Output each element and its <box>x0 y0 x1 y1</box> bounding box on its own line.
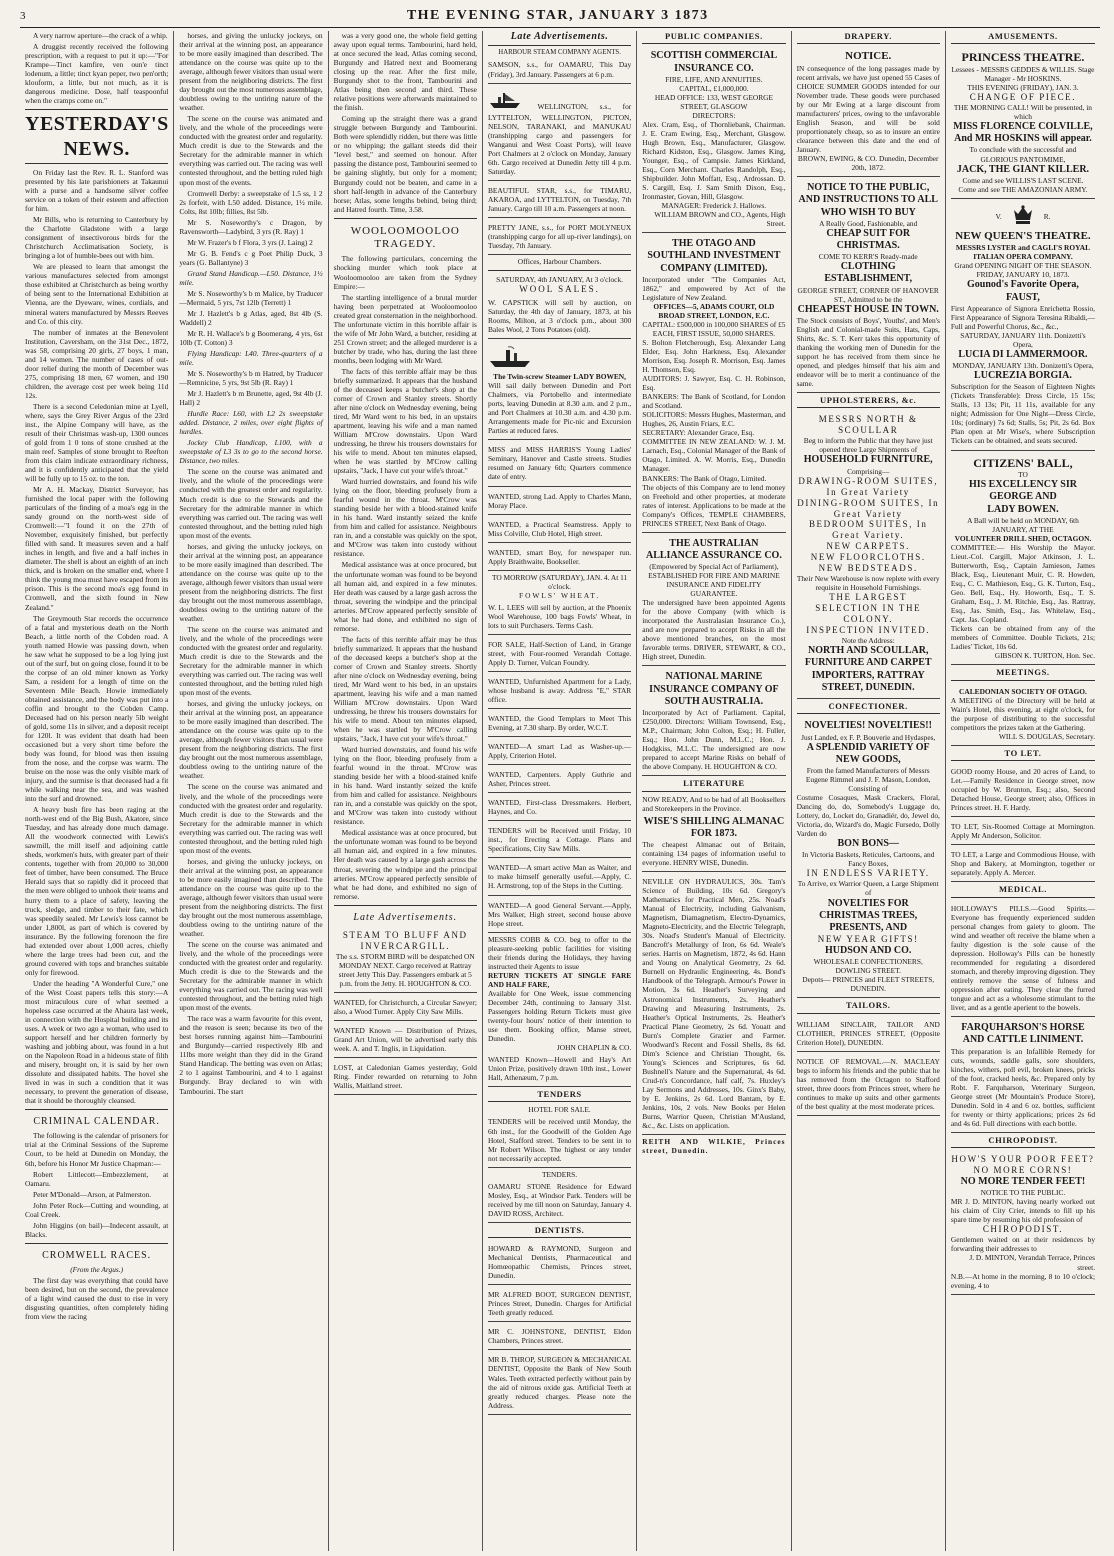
dentist-ad: HOWARD & RAYMOND, Surgeon and Mechanical Dentists, Pharmaceutical and Homœopathic Chemists, Princes street, Dunedin. <box>488 1241 631 1285</box>
section-heading: TAILORS. <box>797 1000 940 1013</box>
steamer-ad <box>488 341 631 440</box>
column-6 <box>792 31 946 1551</box>
ad-body: This preparation is an Infallible Remedy for cuts, wounds, saddle galls, sore shoulders, kinches, withers, poll evil, broken knees, pricks of the foot, cracked heels, &c. Prepared only by Robt. F. Farquharson, Veterinary Surgeon, George street (Mr Mountain's Produce Store), Dunedin. Sold in 4 and 6 oz. bottles, sufficient for twenty or thirty applications; prices 2s 6d and 4s 6d. Full directions with each bottle. <box>950 1046 1096 1128</box>
ad-item: BEDROOM SUITES, In Great Variety. <box>808 519 928 541</box>
tender-ad: TENDERS will be received until Monday, the 6th inst., for the Goodwill of the Golden Age Hotel, Stafford street. Tenders to be sent in to Mr Robert Wilson. The highest or any tender not necessarily accepted. <box>488 1114 631 1167</box>
investment-ad <box>642 235 785 532</box>
section-heading: CROMWELL RACES. <box>42 1249 152 1261</box>
ad-heading: NEW QUEEN'S THEATRE. <box>955 229 1091 242</box>
divider <box>334 905 477 906</box>
ad-heading: A SPLENDID VARIETY OF NEW GOODS, <box>806 741 930 765</box>
news-item: The Greymouth Star records the occurrence of a fatal and mysterious death on the North Beach, a little north of the Cobden road. A youth named Howie was passing down, when he saw what he supposed to be a log lying just out of the surf, but on going close, found it to be the corpse of an old miner known as Yorky Sam, a resident for a length of time on the Seventeen Mile Beach. Howie immediately obtained assistance, and the body was put into a coffin and brought to the Cobden Camp. Deceased had on his person nearly 5lb weight of gold, some 11s in silver, and a deposit receipt for 120l. It was evident that death had been occasioned but a very short time before the body was found, for blood was then issuing from the nose, and the corpse was warm. The bruise on the nose was the only visible mark of injury, and the surmise is that deceased had a fit while walking near the sea, and was washed into the surf and drowned. <box>25 613 169 804</box>
ad-signature: J. D. MINTON, Verandah Terrace, Princes street. <box>969 1253 1096 1272</box>
masthead <box>20 8 1100 28</box>
dentist-ad: MR B. THROP, SURGEON & MECHANICAL DENTIST, Opposite the Bank of New South Wales. Teeth extracted perfectly without pain by the aid of nitrous oxide gas. Artificial Teeth at greatly reduced charges. Please note the Address. <box>488 1352 631 1414</box>
classified-ad: WANTED Known — Distribution of Prizes, Grand Art Union, will be advertised early this week. A. and T. Inglis, in Liquidation. <box>334 1023 477 1058</box>
ad-body: A Really Good, Fashionable, and <box>819 218 918 228</box>
ad-heading: CHIROPODIST. <box>982 1224 1064 1235</box>
ad-date: MONDAY, JANUARY 13th. Donizetti's Opera, <box>952 361 1094 371</box>
ad-manager: MANAGER: Frederick J. Hallows. <box>661 201 767 211</box>
ad-item: NEW BEDSTEADS. <box>818 563 918 574</box>
removal-notice: NOTICE OF REMOVAL.—N. MACLEAY begs to inform his friends and the public that he has removed from the Octagon to Stafford street, three doors from Princes street, where he continues to make up suits and other garments of the best quality at the most moderate prices. <box>797 1054 940 1116</box>
ad-heading: Gounod's Favorite Opera, FAUST, <box>966 279 1079 303</box>
ad-heading: NOTICE. <box>845 50 892 63</box>
section-heading: UPHOLSTERERS, &c. <box>797 395 940 408</box>
ad-heading: RETURN TICKETS AT SINGLE FARE AND HALF FARE, <box>487 970 632 989</box>
article-paragraph: was a very good one, the whole field getting away upon equal terms. Tambourini, hard held, at once secured the lead, Atlas coming second, Burgundy and Hatred next and Boomerang closing up the rear. After the first mile, Burgundy shot to the front, Tambourini and Atlas being then second and third. These relative positions were afterwards maintained to the finish. <box>333 31 477 113</box>
article-paragraph: horses, and giving the unlucky jockeys, on their arrival at the winning post, an appearance to be more easily imagined than described. The attendance on the course was quite up to the average, although fewer visitors than usual were present from the neighboring districts. The first day brought out the most numerous assemblage, doubtless owing to the untiring nature of the weather. <box>179 856 323 938</box>
section-heading: AMUSEMENTS. <box>951 31 1095 44</box>
ad-body: Incorporated under "The Companies Act, 1862," and empowered by Act of the Legislature of New Zealand. <box>642 274 786 302</box>
article-paragraph: The facts of this terrible affair may be thus briefly summarized. It appears that the husband of the deceased keeps a butcher's shop at the corner of Crown and Stanley streets. Shortly after nine o'clock on Wednesday evening, being tired, Mr Ward went to his bed, in an upstairs apartment, leaving his wife and a man named William M'Crow downstairs. Upon Ward undressing, he threw his trousers downstairs for his wife to mend. About ten minutes elapsed, when he was startled by M'Crow calling upstairs, "Jack, I have cut your wife's throat." <box>333 634 477 744</box>
ad-date: THIS EVENING (FRIDAY), JAN. 3. <box>967 83 1079 93</box>
shipping-ad <box>488 86 631 181</box>
ad-heading: THE OTAGO AND SOUTHLAND INVESTMENT COMPANY (LIMITED). <box>647 238 781 274</box>
ad-heading: BON BONS— <box>837 838 899 850</box>
ad-body: Beg to inform the Public that they have just opened three Large Shipments of <box>803 436 933 455</box>
section-heading: PUBLIC COMPANIES. <box>642 31 785 44</box>
classified-ad: WANTED, Carpenters. Apply Guthrie and Asher, Princes street. <box>488 767 631 793</box>
ad-heading: LUCIA DI LAMMERMOOR. <box>958 348 1088 360</box>
theatre-ad <box>951 47 1095 198</box>
ad-body: A MEETING of the Directory will be held at Wain's Hotel, this evening, at eight o'clock, for the purpose of distributing to the successful competitors the prizes taken at the Gathering. <box>950 695 1096 732</box>
news-item: We are pleased to learn that amongst the various manufactures selected from amongst those exhibited at Christchurch as being worthy of being sent to the International Exhibition at Vienna, are the Dyeware, wines, cordials, and mineral waters manufactured by Messrs Reeves and Co. of this city. <box>25 262 169 326</box>
ad-signature: GIBSON K. TURTON, Hon. Sec. <box>994 651 1096 661</box>
ad-body: TO <box>1018 470 1028 480</box>
news-item: The number of inmates at the Benevolent Institution, Caversham, on the 31st Dec., 1872, was 58, comprising 20 girls, 27 boys, 1 man, and 14 women. The number of cases of out-door relief during the month of December was 275, comprising 18 men, 67 women, and 190 children, the average cost per week being 11d 12s. <box>25 327 169 400</box>
offices-line: Offices, Harbour Chambers. <box>517 256 602 266</box>
classified-ad: WANTED, Unfurnished Apartment for a Lady, whose husband is away. Address "E," STAR office. <box>488 674 631 709</box>
divider <box>25 1109 168 1110</box>
ad-body: Consisting of <box>848 784 889 794</box>
ad-item: NEW CARPETS. <box>826 541 910 552</box>
classified-ad: WANTED, a Practical Seamstress. Apply to Miss Colville, Club Hotel, High street. <box>488 517 631 543</box>
article-paragraph: Ward hurried downstairs, and found his wife lying on the floor, bleeding profusely from a fearful wound in the throat. M'Crow was standing beside her with a blood-stained knife in his hand. Ward instantly seized the knife from him and called for assistance. Neighbours ran in, and a constable was quickly on the spot, and M'Crow was taken into custody without resistance. <box>333 745 477 827</box>
ad-body: THE MORNING CALL! Will be presented, in which <box>953 103 1093 122</box>
classified-ad: WANTED—A smart active Man as Waiter, and to make himself generally useful.—Apply, C. H. Armstrong, top of the Steps in the Cutting. <box>488 860 631 895</box>
ad-heading: WISE'S SHILLING ALMANAC FOR 1873. <box>643 815 785 839</box>
ad-body: Just Landed, ex F. P. Bouverie and Hydaspes, <box>801 732 936 742</box>
sale-date: TO MORROW (SATURDAY), JAN. 4. At 11 o'clock. <box>491 572 628 591</box>
race-result: Mr R. H. Wallace's b g Boomerang, 4 yrs, 6st 10lb (T. Cotton) 3 <box>179 328 323 347</box>
news-item: Mr Bills, who is returning to Canterbury by the Charlotte Gladstone with a large consignment of insectivorous birds for the Christchurch Acclimatisation Society, is bringing a lot of humble-bees out with him. <box>25 215 169 261</box>
sale-date: SATURDAY, 4th JANUARY, At 3 o'clock. <box>496 275 624 284</box>
ad-body: In Victoria Baskets, Reticules, Cartoons, and Fancy Boxes, <box>802 850 935 869</box>
column-5 <box>637 31 791 1551</box>
column-7 <box>946 31 1100 1551</box>
ad-body: Note the Address: <box>841 636 895 646</box>
article-paragraph: The scene on the course was animated and lively, and the whole of the proceedings were conducted with the greatest order and regularity. Much credit is due to the Stewards and the Secretary for the admirable manner in which everything was carried out. The racing was well contested throughout, and the betting ruled high upon most of the events. <box>179 467 323 540</box>
ad-body: Will sail daily between Dunedin and Port Chalmers, via Portobello and intermediate ports, leaving Dunedin at 8.30 a.m. and 2 p.m., and Port Chalmers at 10.30 a.m. and 4.30 p.m. Arrangements made for Pic-nic and Excursion Parties at reduced fares. <box>487 381 632 436</box>
article-paragraph: The following is the calendar of prisoners for trial at the Criminal Sessions of the Supreme Court, to be held at Dunedin on Monday, the 6th, before his Honor Mr Justice Chapman:— <box>25 1131 169 1168</box>
ad-heading: TENDERS. <box>542 1169 578 1179</box>
ad-heading: CLOTHING ESTABLISHMENT, <box>824 261 913 285</box>
auction-ad: W. CAPSTICK will sell by auction, on Saturday, the 4th day of January, 1873, at his Rooms, Milton, at 3 o'clock p.m., about 300 Bales Wool, 2 Tons Potatoes (old). <box>488 295 631 339</box>
ad-body: The s.s. STORM BIRD will be despatched ON MONDAY NEXT. Cargo received at Rattray street Jetty This Day. Passengers embark at 5 p.m. from the Jetty. H. HOUGHTON & CO. <box>335 951 475 988</box>
section-heading: Late Advertisements. <box>353 911 458 923</box>
section-heading: TENDERS <box>488 1089 631 1102</box>
section-heading: YESTERDAY'S NEWS. <box>25 109 168 164</box>
ad-item: NEW YEAR GIFTS! <box>817 934 919 945</box>
section-heading: WOOLOOMOOLOO TRAGEDY. <box>350 224 460 251</box>
news-item: Under the heading "A Wonderful Cure," one of the West Coast papers tells this story:—A most miraculous cure of what seemed a hopeless case occurred at the Ahaura last week, in connection with the Hospital building and its uses. A week or two ago a woman, who used to support herself and her children formerly by washing and jobbing about, was found in a hut on the Napoleon Road in a hideous state of filth and misery, brought on, it is said by her own dissolute and dissipated habits. The hovel she lived in was in such a condition that it was necessary, to prevent the generation of disease, that it should be thoroughly cleansed. <box>25 978 169 1106</box>
article-paragraph: Medical assistance was at once procured, but the unfortunate woman was found to be beyond all human aid, and expired in a few minutes. Her death was caused by a large gash across the throat, severing the windpipe and the principal arteries. M'Crow appeared perfectly sensible of what he had done, and exhibited no sign of remorse. <box>333 828 477 901</box>
article-paragraph: horses, and giving the unlucky jockeys, on their arrival at the winning post, an appearance to be more easily imagined than described. The attendance on the course was quite up to the average, although fewer visitors than usual were present from the neighboring districts. The first day brought out the most numerous assemblage, doubtless owing to the untiring nature of the weather. <box>179 699 323 781</box>
ad-body: IN consequence of the long passages made by recent arrivals, we have just opened 55 Cases of CHOICE SUMMER GOODS intended for our November trade. These goods were purchased by our Mr Ewing at a large discount from manufacturers' prices, owing to the unfavorable English Season, and will be sold proportionately cheap, so as to insure an entire clearance between this date and the end of January. <box>796 63 940 155</box>
article-paragraph: A very narrow aperture—the crack of a whip. <box>33 31 168 40</box>
section-heading: CRIMINAL CALENDAR. <box>33 1116 160 1128</box>
article-paragraph: Coming up the straight there was a grand struggle between Burgundy and Tambourini. Both were splendidly ridden, but there was little or no whipping; the gallant steeds did their "level best," and seemed on honour. After passing the distance post, Tambourini seemed to be gaining slightly, but only for a moment; Burgundy could not be beaten, and came in a short half-length in advance of the Canterbury horse; Atlas, some lengths behind, being third; and Hatred fourth. Time, 3.58. <box>333 114 477 214</box>
ad-signature: WILL S. DOUGLAS, Secretary. <box>998 731 1096 741</box>
ad-body: Incorporated by Act of Parliament. Capital, £250,000. Directors: William Townsend, Esq., M.P., Chairman; John Colton, Esq.; H. Fuller, Esq.; Hon. John Dunn, M.L.C.; Hon. J. Hodgkiss, M.L.C. The undersigned are now prepared to accept Marine Risks on behalf of the above Company. H. HOUGHTON & CO. <box>642 707 786 772</box>
ad-heading: HOUSEHOLD FURNITURE, <box>803 454 933 466</box>
classified-ad: GOOD roomy House, and 20 acres of Land, to Let.—Family Residence in George street, now occupied by W. Brunton, Esq.; also, Second Detached House, George street; also, Offices in Princes street. H. F. Hardy. <box>951 764 1095 817</box>
confectioner-ad <box>797 717 940 998</box>
classified-ad: WANTED, strong Lad. Apply to Charles Mann, Moray Place. <box>488 489 631 515</box>
ad-heading: NOVELTIES FOR CHRISTMAS TREES, PRESENTS, AND <box>819 897 918 933</box>
dentist-ad: MR ALFRED BOOT, SURGEON DENTIST, Princes Street, Dunedin. Charges for Artificial Teeth greatly reduced. <box>488 1287 631 1322</box>
news-item: Mr A. H. Mackay, District Surveyor, has furnished the local paper with the following particulars of the finding of a moa's egg in the sandy ground on the north-west side of Cromwell:—"I found it on the 27th of November, exquisitely finished, but perfectly filled with sand. It measures seven and a half inches in length, and five and a half inches in diameter. The shell is about an eighth of an inch thick, and is broken on the smaller end, where I think the young moa must have escaped from its prison. This is the second moa's egg found in Cromwell, and the sixth found in New Zealand." <box>25 485 169 612</box>
ad-solicitors: SOLICITORS: Messrs Hughes, Masterman, and Hughes, 26, Austin Friars, E.C. <box>642 410 786 429</box>
ad-body: Comprising— <box>847 466 890 476</box>
classified-ad: MESSRS COBB & CO. beg to offer to the pleasure-seeking public facilities for visiting their friends during the Holidays, they having instructed their Agents to issue <box>487 934 632 971</box>
ad-auditors: AUDITORS: J. Sawyer, Esq. C. H. Robinson, Esq. <box>642 374 786 393</box>
classified-ad: MISS and MISS HARRIS'S Young Ladies' Seminary, Hanover and Castle streets. Studies resumed on January 6th; Quarters commence date of entry. <box>488 442 631 486</box>
ad-heading: STEAM TO BLUFF AND INVERCARGILL. <box>342 929 468 951</box>
section-heading: MEETINGS. <box>951 667 1095 680</box>
article-paragraph: The startling intelligence of a brutal murder having been perpetrated at Wooloomooloo created great consternation in the neighborhood. The unfortunate victim in this horrible affair is the wife of Mr John Ward, a butcher, residing at 251 Crown street; and the alleged murderer is a butcher by trade, who has, during the last three months, been lodging with Mr Ward. <box>333 292 477 365</box>
article-paragraph: The scene on the course was animated and lively, and the whole of the proceedings were conducted with the greatest order and regularity. Much credit is due to the Stewards and the Secretary for the admirable manner in which everything was carried out. The racing was well contested throughout, and the betting ruled high upon most of the events. <box>179 624 323 698</box>
ad-signature: BROWN, EWING, & CO. Dunedin, December 20th, 1872. <box>797 154 939 173</box>
source-note: (From the Argus.) <box>70 1264 124 1274</box>
ad-body: Available for One Week, issue commencing December 24th, continuing to January 31st. Passengers holding Return Tickets must give twenty-four hours' notice of their intention to use them. Booking office, Manse street, Dunedin. <box>487 988 632 1043</box>
race-event: Grand Stand Handicap.—L50. Distance, 1½ mile. <box>179 268 323 287</box>
ad-subheading: FIRE, LIFE, AND ANNUITIES. <box>665 74 763 84</box>
ad-body: Lessees - MESSRS GEDDES & WILLIS. Stage Manager - Mr HOSKINS. <box>951 64 1095 84</box>
section-heading: CONFECTIONER. <box>797 701 940 714</box>
ad-body: Subscription for the Season of Eighteen Nights (Tickets Transferable): Dress Circle, 15 15s; Stalls, 13 13s; Pit, 11 11s, available for any night; Admission for One Night—Dress Circle, 10s; (ordinary) 7s 6d; Stalls, 5s; Pit, 2s 6d. Box Plan open at Mr Wise's, where Subscription Tickets can be obtained, and seats secured. <box>950 382 1096 446</box>
column-4 <box>483 31 637 1551</box>
ad-item: NEW FLOORCLOTHS. <box>810 552 926 563</box>
article-paragraph: The facts of this terrible affair may be thus briefly summarized. It appears that the husband of the deceased keeps a butcher's shop at the corner of Crown and Stanley streets. Shortly after nine o'clock on Wednesday evening, being tired, Mr Ward went to his bed, in an upstairs apartment, leaving his wife and a man named William M'Crow downstairs. Upon Ward undressing, he threw his trousers downstairs for his wife to mend. About ten minutes elapsed, when he was startled by M'Crow calling upstairs, "Jack, I have cut your wife's throat." <box>333 366 477 476</box>
ad-body: MR J. D. MINTON, having nearly worked out his claim of City Crier, intends to fill up his spare time by resuming his old profession of <box>950 1197 1096 1225</box>
column-3 <box>329 31 483 1551</box>
classified-ad: WANTED—A good General Servant.—Apply, Mrs Walker, High street, second house above Hope street. <box>488 898 631 933</box>
shipping-ad: PRETTY JANE, s.s., for PORT MOLYNEUX (transhipping cargo for all up-river landings), on Tuesday, 7th January. <box>488 220 631 255</box>
ad-body: Grand OPENING NIGHT OF THE SEASON. FRIDAY, JANUARY 10, 1873. <box>954 261 1092 280</box>
ad-heading: NOVELTIES! NOVELTIES!! <box>804 720 932 732</box>
furniture-ad <box>797 411 940 699</box>
ad-item: IN ENDLESS VARIETY. <box>806 868 930 879</box>
royal-crest <box>951 204 1095 230</box>
calendar-entry: Peter M'Donald—Arson, at Palmerston. <box>33 1189 152 1199</box>
auction-ad: W. L. LEES will sell by auction, at the Phoenix Wool Warehouse, 100 bags Fowls' Wheat, in lots to suit Purchasers. Terms Cash. <box>488 600 631 635</box>
column-2 <box>174 31 328 1551</box>
opera-ad <box>951 201 1095 451</box>
ad-committee: COMMITTEE:— His Worship the Mayor. Lieut.-Col. Cargill, Major Atkinson, J. L. Butterworth, Esq., Captain Jamieson, James Black, Esq., Lieutenant Muir, C. R. Howden, Esq., C. C. Mathieson, Esq., G. K. Turton, Esq., Geo. Bell, Esq., Hy. Howorth, Esq., T. S. Graham, Esq., J. M. Ritchie, Esq., Jas. Rattray, Esq., Jas. Smith, Esq., Jas. Whitelaw, Esq., Capt. Jas. Copland. <box>950 542 1096 625</box>
ad-body: Tickets can be obtained from any of the members of Committee. Double Tickets, 21s; Ladies' Ticket, 10s 6d. <box>950 624 1096 652</box>
ad-heading: THE AUSTRALIAN ALLIANCE ASSURANCE CO. <box>645 537 782 561</box>
ad-heading: FARQUHARSON'S HORSE AND CATTLE LINIMENT. <box>961 1022 1085 1046</box>
ad-address: Depots— PRINCES and FLEET STREETS, DUNEDIN. <box>802 975 935 994</box>
ad-body: WHOLESALE CONFECTIONERS, DOWLING STREET. <box>813 957 923 976</box>
classified-ad: LOST, at Caledonian Games yesterday, Gold Ring. Finder rewarded on returning to John Wallis, Maitland street. <box>334 1060 477 1095</box>
ad-body: Come and see THE AMAZONIAN ARMY. <box>958 184 1088 194</box>
insurance-ad <box>642 535 785 667</box>
section-heading: CHIROPODIST. <box>951 1135 1095 1148</box>
ad-bankers: BANKERS: The Bank of Otago, Limited. <box>642 473 767 483</box>
ad-body: Come and see WILLIS'S LAST SCENE. <box>962 175 1084 185</box>
ad-secretary: SECRETARY: Alexander Grace, Esq. <box>642 428 755 438</box>
classified-ad: TO LET, Six-Roomed Cottage at Mornington. Apply Mr Anderson, Solicitor. <box>951 819 1095 845</box>
medical-ad: HOLLOWAY'S PILLS.—Good Spirits.—Everyone has frequently experienced sudden personal changes from gaiety to gloom. The wind and weather oft receive the blame when a faulty digestion is the sole cause of the depression. Holloway's Pills can be honestly recommended for regulating a disordered stomach, and thereby improving digestion. They entirely remove the sense of fulness and oppression after eating. They clear the furred tongue and act as a wholesome stimulant to the liver, and as a gentle aperient to the bowels. <box>951 901 1095 1017</box>
column-1 <box>20 31 174 1551</box>
article-paragraph: The following particulars, concerning the shocking murder which took place at Wooloomooloo are taken from the Sydney Empire:— <box>333 254 477 291</box>
classified-ad: WANTED, the Good Templars to Meet This Evening, at 7.30 sharp. By order, W.C.T. <box>488 711 631 737</box>
ad-item: DINING-ROOM SUITES, In Great Variety <box>797 497 940 519</box>
section-heading: DRAPERY. <box>797 31 940 44</box>
ad-heading: CHEAPEST HOUSE IN TOWN. <box>797 303 939 315</box>
calendar-entry: John Higgins (on bail)—Indecent assault, at Blacks. <box>25 1220 169 1239</box>
insurance-ad <box>642 668 785 776</box>
ad-heading: WOOL SALES. <box>519 284 600 295</box>
steamer-icon <box>488 346 532 370</box>
ad-item: CHANGE OF PIECE. <box>969 92 1077 103</box>
page-number: 3 <box>20 10 26 22</box>
classified-ad: WANTED Known—Howell and Hay's Art Union Prize, positively drawn 10th inst., Lower Hall, Athenæum, 7 p.m. <box>488 1052 631 1087</box>
ad-heading: MESSRS NORTH & SCOULLAR <box>818 414 918 436</box>
divider <box>334 218 477 219</box>
book-list: NEVILLE ON HYDRAULICS, 30s. Tam's Science of Building, 10s 6d. Gregory's Mathematics for Practical Men, 25s. Noad's Manual of Electricity, including Galvanism, Magnetism, Diamagnetism, Electro-Dynamics, Magneto-Electricity, and the Electric Telegraph, 30s. Noad's Student's Manual of Electricity. Bancroft's Metallurgy of Iron, 6s 6d. Weale's series. Harris on Magnetism, 1872, 4s 6d. Hann and Young on Analytical Geometry, 2s 6d. Burnell on Hydraulic Engineering, 4s. Bond's Handbook of the Telegraph. Armour's Power in Motion, 3s 6d. Heather's Surveying and Astronomical Instruments, 2s. Heather's Drawing and Measuring Instruments, 2s. Heather's Optical Instruments, 2s. Heather's Practical Plane Geometry, 2s 6d. Youatt and Burn's Complete Grazier and Farmer. Woodward's Recent and Fossil Shells, 8s 6d. Dim's Science and Christian Thought, 6s. Young's Sciences and Scriptures, 6s 6d. Bushnell's Nature and the Supernatural, 4s 6d. Crud-n's Concordance, half calf, 7s. Huxley's Lay Sermons and Addresses, 10s. Ginx's Baby, by E. Jenkins, 2s 6d. Lord Bantam, by E. Jenkins, 10s, 2 vols. New Books per Helen Burns, Warrior Queen, Christian M'Ausland, &c., &c. Lists on application. <box>642 874 785 1135</box>
divider <box>25 1243 168 1244</box>
ad-venue: VOLUNTEER DRILL SHED, OCTAGON. <box>954 533 1092 543</box>
ad-body: The objects of this Company are to lend money on Freehold and other properties, at moderate rates of interest. Applications to be made at the Company's Offices, TEMPLE CHAMBERS, PRINCES STREET, Next Bank of Otago. <box>642 482 786 528</box>
ad-heading: NATIONAL MARINE INSURANCE COMPANY OF SOUTH AUSTRALIA. <box>649 671 779 707</box>
ad-heading: LUCREZIA BORGIA. <box>974 370 1072 382</box>
article-paragraph: horses, and giving the unlucky jockeys, on their arrival at the winning post, an appearance to be more easily imagined than described. The attendance on the course was quite up to the average, although fewer visitors than usual were present from the neighboring districts. The first day brought out the most numerous assemblage, doubtless owing to the untiring nature of the weather. <box>179 31 323 113</box>
ad-heading: NOTICE TO THE PUBLIC, AND INSTRUCTIONS TO ALL WHO WISH TO BUY <box>798 182 938 218</box>
ad-signature: REITH AND WILKIE, Princes street, Dunedin. <box>642 1136 786 1155</box>
ad-heading: NORTH AND SCOULLAR, FURNITURE AND CARPET IMPORTERS, RATTRAY STREET, DUNEDIN. <box>804 645 932 693</box>
classified-ad: WANTED, smart Boy, for newspaper run. Apply Braithwaite, Bookseller. <box>488 545 631 571</box>
ad-body: COME TO KERR'S Ready-made <box>818 252 918 262</box>
race-event: Hurdle Race: L60, with L2 2s sweepstake added. Distance, 2 miles, over eight flights of hurdles. <box>179 409 323 437</box>
ad-capital: CAPITAL: £500,000 in 100,000 SHARES of £5 EACH, FIRST ISSUE, 50,000 SHARES. <box>642 319 786 339</box>
clothing-ad <box>797 179 940 393</box>
insurance-ad <box>642 47 785 233</box>
ad-heading: HIS EXCELLENCY SIR GEORGE AND <box>968 479 1077 503</box>
ad-heading: HOTEL FOR SALE. <box>528 1105 591 1115</box>
ad-body: From the famed Manufacturers of Messrs Eugene Rimmel and J. F. Mason, London, <box>805 765 931 785</box>
ad-body: Gentlemen waited on at their residences by forwarding their addresses to <box>950 1235 1096 1254</box>
ad-heading: LADY BOWEN. <box>987 503 1059 515</box>
article-paragraph: The first day was everything that could have been desired, but on the second, the prevalence of a light wind caused the dust to rise in very disgusting quantities, often completely hiding from view the racing <box>25 1275 169 1322</box>
crest-letter-r: R. <box>1043 212 1051 222</box>
ad-committee: COMMITTEE IN NEW ZEALAND: W. J. M. Larnach, Esq., Colonial Manager of the Bank of Otago, Limited. A. W. Morris, Esq., Dunedin Manager. <box>642 437 786 474</box>
ad-capital: CAPITAL, £1,000,000. <box>679 83 749 93</box>
race-event: Flying Handicap: L40. Three-quarters of a mile. <box>179 349 323 368</box>
ad-heading: MISS FLORENCE COLVILLE, And MR HOSKINS will appear. <box>953 121 1093 145</box>
classified-ad: FOR SALE, Half-Section of Land, in Grange street, with Four-roomed Verandah Cottage. Apply D. Turner, Vulcan Foundry. <box>488 637 631 672</box>
ad-item: INSPECTION INVITED. <box>806 625 931 636</box>
shipping-ad <box>334 927 477 993</box>
news-item: There is a second Celedonian mine at Lyell, where, says the Grey River Argus of the 23rd inst., the Alpine Company will have, as the result of their Christmas wash-up, 1300 ounces of gold from 1 0 tons of stone crushed at the main reef. Samples of stone brought to Reefton from this claim indicate extraordinary richness, and it is confidently anticipated that the yield will be fully up to 15 oz. to the ton. <box>25 401 169 484</box>
ad-body: First Appearance of Signora Enrichetta Rossio, First Appearance of Signora Teresina Ribaldi,—Full and Powerful Chorus, &c., &c., <box>950 303 1096 331</box>
ad-item: THE LARGEST SELECTION IN THE COLONY. <box>815 592 922 625</box>
ad-heading: PRINCESS THEATRE. <box>961 50 1085 65</box>
ad-address: HEAD OFFICE: 133, WEST GEORGE STREET, GLASGOW <box>654 92 773 111</box>
ad-heading: JACK, THE GIANT KILLER. <box>956 163 1090 175</box>
crest-letter-v: V. <box>995 212 1002 222</box>
shipping-ad: SAMSON, s.s., for OAMARU, This Day (Friday), 3rd January. Passengers at 6 p.m. <box>488 57 631 83</box>
article-paragraph: Cromwell Derby: a sweepstake of 1.5 ss, 1 2 2s forfeit, with L50 added. Distance, 1½ mile. Colts, 8st 10lb; fillies, 8st 5lb. <box>179 188 323 216</box>
ad-heading: NO MORE TENDER FEET! <box>960 1176 1086 1188</box>
ad-address: GEORGE STREET, CORNER OF HANOVER ST., Admitted to be the <box>797 285 939 304</box>
classified-ad: WANTED, for Christchurch, a Circular Sawyer; also, a Wood Turner. Apply City Saw Mills. <box>334 995 477 1021</box>
agents-heading: HARBOUR STEAM COMPANY AGENTS. <box>498 49 621 57</box>
shipping-ad: BEAUTIFUL STAR, s.s., for TIMARU, AKAROA, and LYTTELTON, on Tuesday, 7th January. Cargo till 10 a.m. Passengers at noon. <box>488 183 631 218</box>
section-heading: MEDICAL. <box>951 884 1095 897</box>
ad-body: WELLINGTON, s.s., for LYTTELTON, WELLINGTON, PICTON, NELSON, TARANAKI, and MANUKAU (transhipping cargo and passengers for Wanganui and West Coast Ports), will leave Port Chalmers at 2 o'clock on Monday, January 6th. Cargo received at Dunedin Jetty till 4 p.m. Saturday. <box>487 101 632 176</box>
ad-body: The cheapest Almanac out of Britain, containing 134 pages of information useful to everyone. HENRY WISE, Dunedin. <box>642 840 786 868</box>
ad-body: Their New Warehouse is now replete with every requisite in Household Furnishings. <box>796 574 940 593</box>
race-result: Mr S. Noseworthy's c Dragon, by Ravensworth—Ladybird, 3 yrs (R. Ray) 1 <box>179 217 323 236</box>
ad-date: SATURDAY, JANUARY 11th. Donizetti's Opera, <box>960 330 1086 349</box>
ad-body: MESSRS LYSTER and CAGLI'S ROYAL ITALIAN OPERA COMPANY. <box>955 243 1091 262</box>
section-heading: TO LET. <box>951 748 1095 761</box>
article-paragraph: Ward hurried downstairs, and found his wife lying on the floor, bleeding profusely from a fearful wound in the throat. M'Crow was standing beside her with a blood-stained knife in his hand. Ward instantly seized the knife from him and called for assistance. Neighbours ran in, and a constable was quickly on the spot, and M'Crow was taken into custody without resistance. <box>333 477 477 559</box>
divider <box>488 270 631 271</box>
ad-heading: CALEDONIAN SOCIETY OF OTAGO. <box>959 686 1087 696</box>
ad-heading: The Twin-screw Steamer LADY BOWEN, <box>493 372 626 382</box>
ad-heading: NO MORE CORNS! <box>973 1165 1073 1176</box>
tailor-ad: WILLIAM SINCLAIR, TAILOR AND CLOTHIER, PRINCES STREET, (Opposite Criterion Hotel), DUNEDIN. <box>797 1017 940 1052</box>
liniment-ad <box>951 1019 1095 1133</box>
ad-heading: CHEAP SUIT FOR CHRISTMAS. <box>826 227 911 251</box>
race-result: Mr J. Hazlett's b m Brunette, aged, 9st 4lb (J. Hall) 2 <box>179 389 323 408</box>
ad-directors: S. Bolton Fletcherough, Esq. Alexander Lang Elder, Esq. John Harkness, Esq. Alexander Morrison, Esq. Joseph R. Morrison, Esq. James H. Thomson, Esq. <box>642 338 786 375</box>
race-result: Mr G. B. Fend's c g Poet Philip Duck, 3 years (G. Ballantyne) 3 <box>179 248 323 267</box>
calendar-entry: John Peter Rock—Cutting and wounding, at Coal Creek. <box>25 1200 169 1219</box>
book-ad <box>642 813 785 872</box>
ad-subheading: (Empowered by Special Act of Parliament), ESTABLISHED FOR FIRE AND MARINE INSURANCE AND FIDELITY GUARANTEE. <box>648 562 780 599</box>
news-item: A heavy bush fire has been raging at the north-west end of the Big Bush, Akatore, since Tuesday, and has already done much damage. All the woodwork connected with Lewis's sawmill, the mill itself and adjoining cattle sheds, workmen's huts, with greater part of their contents, together with from 20,000 to 30,000 feet of timber, have been consumed. The Bruce Herald says that so rapidly did it proceed that the men were obliged to unhook their teams and hurry them to a place of safety, leaving the truck, sledge, and timber to their fate, which was speedily sealed. Mr Lewis's loss cannot be under 1,800l, as part of which is covered by insurance. By the following forenoon the fire had extended over about 1,000 acres, chiefly where the large trees had been cut, and the ground covered with tops and branches suitable only for firewood. <box>25 805 169 977</box>
ad-body: A Ball will be held on MONDAY, 6th JANUARY, AT THE <box>967 515 1079 534</box>
ad-address: OFFICES—5, ADAMS COURT, OLD BROAD STREET, LONDON, E.C. <box>653 301 775 320</box>
tender-ad: OAMARU STONE Residence for Edward Mosley, Esq., at Windsor Park. Tenders will be received by me till noon on Saturday, January 4. DAVID ROSS, Architect. <box>488 1179 631 1223</box>
chiropodist-ad <box>951 1151 1095 1294</box>
article-paragraph: The scene on the course was animated and lively, and the whole of the proceedings were conducted with the greatest order and regularity. Much credit is due to the Stewards and the Secretary for the admirable manner in which everything was carried out. The racing was well contested throughout, and the betting ruled high upon most of the events. <box>179 940 323 1013</box>
article-paragraph: The scene on the course was animated and lively, and the whole of the proceedings were conducted with the greatest order and regularity. Much credit is due to the Stewards and the Secretary for the admirable manner in which everything was carried out. The racing was well contested throughout, and the betting ruled high upon most of the events. <box>179 782 323 855</box>
section-heading: Late Advertisements. <box>488 31 631 46</box>
race-result: Mr S. Noseworthy's b m Malice, by Traducer—Mermaid, 5 yrs, 7st 12lb (Terrett) 1 <box>179 288 323 307</box>
section-heading: LITERATURE <box>642 778 785 791</box>
article-paragraph: Medical assistance was at once procured, but the unfortunate woman was found to be beyond all human aid, and expired in a few minutes. Her death was caused by a large gash across the throat, severing the windpipe and the principal arteries. M'Crow appeared perfectly sensible of what he had done, and exhibited no sign of remorse. <box>333 560 477 633</box>
race-result: Mr W. Frazer's b f Flora, 3 yrs (J. Laing) 2 <box>187 237 313 247</box>
royal-crest-icon <box>1010 204 1036 230</box>
ad-body: The Stock consists of Boys', Youths', and Men's English and Colonial-made Suits, Hats, Caps, Shirts, &c. S. T. Kerr takes this opportunity of thanking the working men of Dunedin for the support he has received from them since he opened, and pledges himself that his aim and endeavor will be to merit a continuance of the same. <box>796 315 940 388</box>
ad-heading: SCOTTISH COMMERCIAL INSURANCE CO. <box>650 50 778 74</box>
ad-body: The undersigned have been appointed Agents for the above Company (with which is incorporated the Australasian Insurance Co.), and are now prepared to accept Risks in all the above mentioned branches, on the most favorable terms. DRIVER, STEWART, & CO., High street, Dunedin. <box>642 598 786 662</box>
article-paragraph: The scene on the course was animated and lively, and the whole of the proceedings were conducted with the greatest order and regularity. Much credit is due to the Stewards and the Secretary for the admirable manner in which everything was carried out. The racing was well contested throughout, and the betting ruled high upon most of the events. <box>179 114 323 187</box>
ad-heading: HUDSON AND CO. <box>825 945 912 957</box>
ad-heading: CITIZENS' BALL, <box>973 455 1073 470</box>
ad-body: To Arrive, ex Warrior Queen, a Large Shipment of <box>797 879 939 898</box>
page-title: THE EVENING STAR, JANUARY 3 1873 <box>406 8 709 23</box>
dentist-ad: MR C. JOHNSTONE, DENTIST, Eldon Chambers, Princes street. <box>488 1324 631 1350</box>
classified-ad: WANTED—A smart Lad as Washer-up.—Apply, Criterion Hotel. <box>488 739 631 765</box>
ad-list: Costume Cosaques, Mask Crackers, Floral, Dancing do, do, Somebody's Luggage do, Lottery, do, Locket do, Granadiér, do, Jewel do, Victoria, do, Wizard's do, Magic Fursedo, Dolly Varden do <box>796 793 940 839</box>
ship-icon <box>488 91 522 111</box>
ad-note: N.B.—At home in the morning, 8 to 10 o'clock; evening, 4 to <box>950 1271 1096 1290</box>
ad-signature: WILLIAM BROWN and CO., Agents, High Street. <box>654 210 786 229</box>
ad-signature: JOHN CHAPLIN & CO. <box>556 1042 632 1052</box>
ad-body: Alex. Cram, Esq., of Thornliebank, Chairman. J. E. Cram Ewing, Esq., Merchant, Glasgow. Hugh Brown, Esq., Manufacturer, Glasgow. Richard Kidston, Esq., Glasgow. James King, Younger, Esq., of Campsie. James Kirkland, Esq., Corn Merchant. Charles Randolph, Esq., Shipbuilder. John Moffatt, Esq., Ardrossan. D. S. Cargill, Esq. J. Sam Smith Dixon, Esq., Ironmaster, Govan, Hill, Glasgow. <box>642 119 786 202</box>
classified-ad: TENDERS will be Received until Friday, 10 inst., for Erecting a Cottage. Plans and Specifications, City Saw Mills. <box>488 823 631 858</box>
meeting-notice <box>951 684 1095 746</box>
section-heading: DENTISTS. <box>488 1225 631 1238</box>
race-result: Mr S. Noseworthy's b m Hatred, by Traducer—Remnicine, 5 yrs, 9st 5lb (R. Ray) 1 <box>179 369 323 388</box>
ad-bankers: BANKERS: The Bank of Scotland, for London and Scotland. <box>642 392 786 411</box>
article-paragraph: The race was a warm favourite for this event, and the reason is seen; because its two of the best horses running against him—Tambourini and Burgundy—carried respectively 8lb and 11lbs more weight than they did in the Grand Stand Handicap. The betting was even on Atlas; 2 to 1 against Tambourini, and 4 to 1 against Burgundy. Bray declared to win with Tambourini. The start <box>179 1014 323 1096</box>
news-item: On Friday last the Rev. R. L. Stanford was presented by his late parishioners at Takaunui with a purse and a handsome silver coffee service on a token of their esteem and affection for him. <box>25 168 169 214</box>
drapery-ad <box>797 47 940 177</box>
ad-label: DIRECTORS: <box>692 110 736 120</box>
ad-heading: HOW'S YOUR POOR FEET? <box>951 1154 1095 1165</box>
classified-ad: TO LET, a Large and Commodious House, with Shop and Bakery, at Mornington, together or separately. Apply A. Mercer. <box>951 847 1095 882</box>
classified-ad: WANTED, First-class Dressmakers. Herbert, Haynes, and Co. <box>488 795 631 821</box>
ad-body: To conclude with the successful and GLORIOUS PANTOMIME, <box>969 145 1077 164</box>
article-paragraph: horses, and giving the unlucky jockeys, on their arrival at the winning post, an appearance to be more easily imagined than described. The attendance on the course was quite up to the average, although fewer visitors than usual were present from the neighboring districts. The first day brought out the most numerous assemblage, doubtless owing to the untiring nature of the weather. <box>179 541 323 623</box>
ad-item: DRAWING-ROOM SUITES, In Great Variety <box>798 475 939 497</box>
ad-body: NOTICE TO THE PUBLIC. <box>980 1188 1066 1198</box>
race-event: Jockey Club Handicap, L100, with a sweepstake of L3 3s to go to the second horse. Distance, two miles. <box>179 438 323 466</box>
calendar-entry: Robert Littlecott—Embezzlement, at Oamaru. <box>25 1169 169 1188</box>
ad-subheading: NOW READY, And to be had of all Booksellers and Storekeepers in the Province. <box>642 794 786 813</box>
ad-heading: FOWLS' WHEAT. <box>518 590 601 600</box>
race-result: Mr J. Hazlett's b g Atlas, aged, 8st 4lb (S. Waddell) 2 <box>179 308 323 327</box>
article-paragraph: A druggist recently received the following prescription, with a request to put it up:—"For Krampe—Tinct kamfire, ven oun'e tinct lodenum, a little; tinct kyan peper, two pen'orth; klouform, a little, but not much, as it is dangerous medicine. Dose, half teaspoonful when the cramps come on." <box>25 42 169 106</box>
ball-ad <box>951 453 1095 666</box>
